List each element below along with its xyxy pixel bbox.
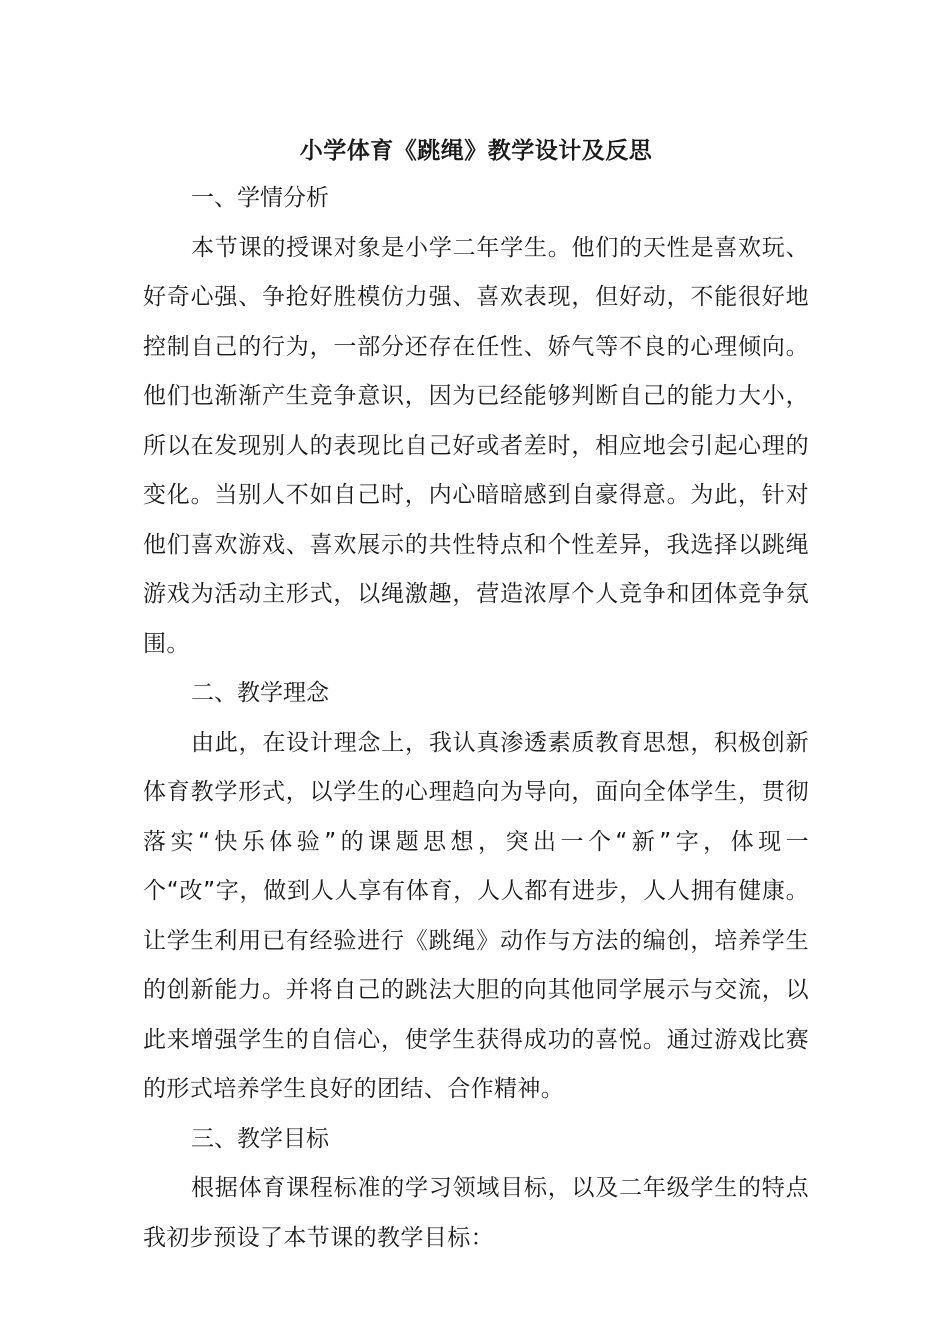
section-heading: 一、学情分析 xyxy=(191,185,329,211)
section-learning-analysis xyxy=(143,174,809,669)
section-teaching-concept xyxy=(143,669,809,1115)
section-heading: 二、教学理念 xyxy=(191,680,329,706)
section-heading: 三、教学目标 xyxy=(191,1125,329,1152)
document-page xyxy=(143,128,809,1263)
section-paragraph: 本节课的授课对象是小学二年学生。他们的天性是喜欢玩、好奇心强、争抢好胜模仿力强、喜欢表现，但好动，不能很好地控制自己的行为，一部分还存在任性、娇气等不良的心理倾向。他们也渐渐产生竞争意识，因为已经能够判断自己的能力大小，所以在发现别人的表现比自己好或者差时，相应地会引起心理的变化。当别人不如自己时，内心暗暗感到自豪得意。为此，针对他们喜欢游戏、喜欢展示的共性特点和个性差异，我选择以跳绳游戏为活动主形式，以绳激趣，营造浓厚个人竞争和团体竞争氛围。 xyxy=(143,234,809,657)
section-paragraph: 由此，在设计理念上，我认真渗透素质教育思想，积极创新体育教学形式，以学生的心理趋向为导向，面向全体学生，贯彻落实“快乐体验”的课题思想，突出一个“新”字，体现一个“改”字，做到人人享有体育，人人都有进步，人人拥有健康。让学生利用已有经验进行《跳绳》动作与方法的编创，培养学生的创新能力。并将自己的跳法大胆的向其他同学展示与交流，以此来增强学生的自信心，使学生获得成功的喜悦。通过游戏比赛的形式培养学生良好的团结、合作精神。 xyxy=(143,729,809,1102)
document-title: 小学体育《跳绳》教学设计及反思 xyxy=(299,138,653,164)
section-teaching-goals xyxy=(143,1115,809,1264)
section-paragraph: 根据体育课程标准的学习领域目标，以及二年级学生的特点我初步预设了本节课的教学目标： xyxy=(143,1175,809,1251)
